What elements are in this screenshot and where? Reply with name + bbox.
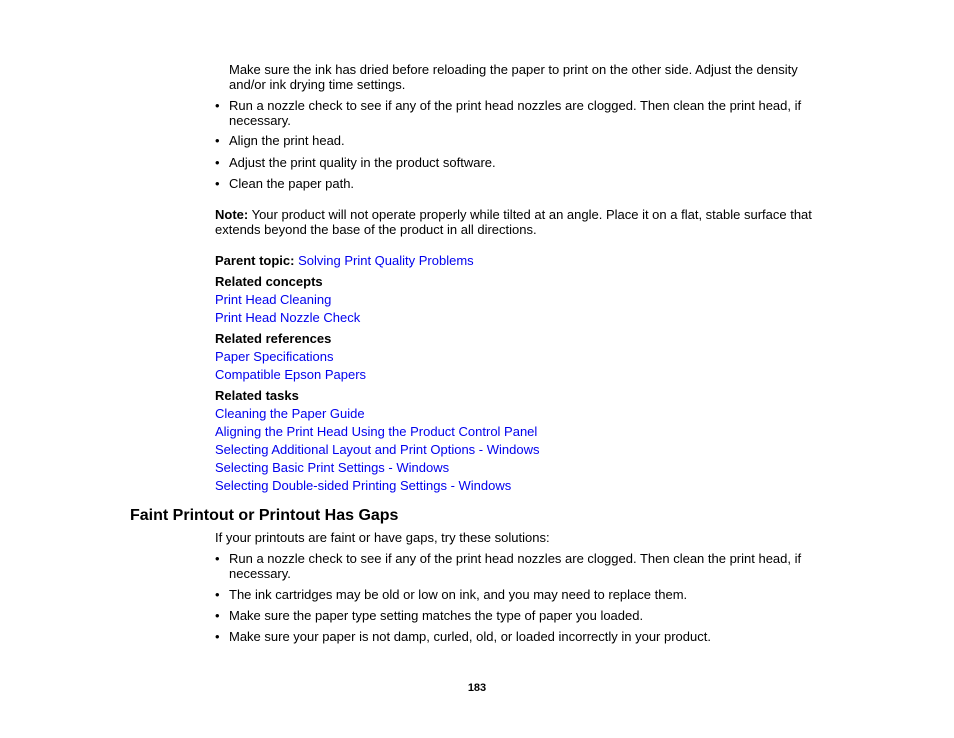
bullet-glyph: • [215,98,220,113]
list-item-text: Clean the paper path. [229,176,355,191]
related-task-link[interactable]: Selecting Double-sided Printing Settings - Windows [215,478,512,493]
page-number: 183 [467,682,487,694]
related-task-link[interactable]: Aligning the Print Head Using the Product Control Panel [215,424,538,439]
list-item [215,608,829,623]
related-concepts-heading: Related concepts [215,274,323,289]
section-title: Faint Printout or Printout Has Gaps [130,507,399,524]
note-text: Your product will not operate properly while tilted at an angle. Place it on a flat, stable surface that extends beyond the base of the product in all directions. [215,207,812,237]
parent-topic [215,253,835,271]
related-reference-link[interactable]: Compatible Epson Papers [215,367,367,382]
list-item-text: Run a nozzle check to see if any of the print head nozzles are clogged. Then clean the print head, if necessary. [229,551,802,581]
bullet-glyph: • [215,155,220,170]
list-item [215,155,829,170]
list-item [215,98,829,128]
related-references-heading: Related references [215,331,332,346]
related-concept-link[interactable]: Print Head Nozzle Check [215,310,361,325]
related-task-link[interactable]: Selecting Additional Layout and Print Options - Windows [215,442,540,457]
list-item [215,551,829,581]
related-concepts [215,274,835,328]
list-item-text: Make sure your paper is not damp, curled, old, or loaded incorrectly in your product. [229,629,711,644]
list-item [215,629,829,644]
related-task-link[interactable]: Cleaning the Paper Guide [215,406,365,421]
bullet-glyph: • [215,176,220,191]
list-item-text: Run a nozzle check to see if any of the print head nozzles are clogged. Then clean the print head, if necessary. [229,98,802,128]
list-item-text: Make sure the paper type setting matches the type of paper you loaded. [229,608,644,623]
related-concept-link[interactable]: Print Head Cleaning [215,292,332,307]
note [215,207,825,237]
list-item-text: Adjust the print quality in the product software. [229,155,496,170]
parent-topic-label: Parent topic: [215,253,295,268]
list-item-text: Align the print head. [229,133,345,148]
note-label: Note: [215,207,249,222]
bullet-glyph: • [215,587,220,602]
related-tasks [215,388,835,496]
section-intro: If your printouts are faint or have gaps, try these solutions: [215,530,550,545]
parent-topic-link[interactable]: Solving Print Quality Problems [298,253,474,268]
list-item [215,176,829,191]
list-item [215,587,829,602]
bullet-glyph: • [215,133,220,148]
bullet-glyph: • [215,629,220,644]
list-item [215,133,829,148]
list-item-text: The ink cartridges may be old or low on ink, and you may need to replace them. [229,587,688,602]
related-references [215,331,835,385]
related-task-link[interactable]: Selecting Basic Print Settings - Windows [215,460,450,475]
related-tasks-heading: Related tasks [215,388,299,403]
bullet-glyph: • [215,551,220,566]
bullet-glyph: • [215,608,220,623]
intro-paragraph: Make sure the ink has dried before reloading the paper to print on the other side. Adjust the density and/or ink drying time settings. [229,62,798,92]
related-reference-link[interactable]: Paper Specifications [215,349,334,364]
